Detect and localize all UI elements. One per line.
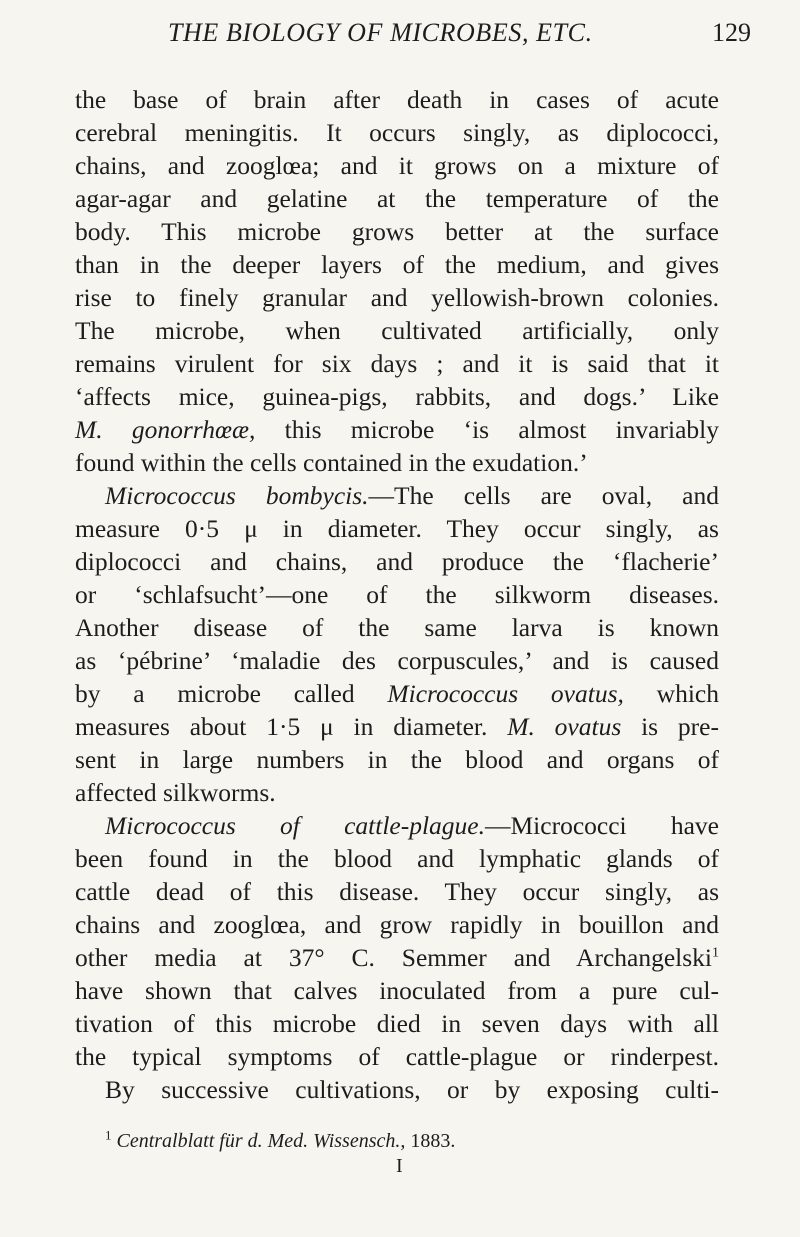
text-line [75,314,719,347]
line-text: the base of brain after death in cases of acute [75,85,719,114]
text-line [75,1007,719,1040]
line-text: found within the cells contained in the exudation.’ [75,448,588,477]
footnote-reference: 1 [712,945,719,961]
text-line [75,974,719,1007]
italic-term: M. ovatus [507,712,622,741]
text-line [75,875,719,908]
text-line [75,116,719,149]
line-text: —The cells are oval, and [368,481,719,510]
text-line [75,842,719,875]
line-text: been found in the blood and lymphatic glands of [75,844,719,873]
running-title: THE BIOLOGY OF MICROBES, ETC. [168,18,593,47]
italic-term: Micrococcus ovatus, [387,679,624,708]
text-line [75,182,719,215]
running-head [0,18,800,52]
text-line [75,644,719,677]
italic-term: Micrococcus of cattle-plague. [105,811,485,840]
italic-term: Micrococcus bombycis. [105,481,369,510]
body-text [75,83,719,1106]
text-line [75,413,719,446]
text-line [75,380,719,413]
signature-mark: I [396,1155,403,1177]
text-line [75,347,719,380]
text-line [75,743,719,776]
page-number: 129 [712,18,751,47]
line-text: The microbe, when cultivated artificially, only [75,316,719,345]
line-text: diplococci and chains, and produce the ‘flacherie’ [75,547,719,576]
footnote-year: 1883. [405,1130,456,1152]
text-line [75,83,719,116]
text-line [75,215,719,248]
line-text: chains, and zooglœa; and it grows on a mixture of [75,151,719,180]
text-line [75,776,719,809]
line-text: cerebral meningitis. It occurs singly, as diplococci, [75,118,719,147]
line-text: or ‘schlafsucht’—one of the silkworm diseases. [75,580,719,609]
line-text: ‘affects mice, guinea-pigs, rabbits, and dogs.’ Like [75,382,719,411]
line-text: body. This microbe grows better at the surface [75,217,719,246]
line-text: tivation of this microbe died in seven days with all [75,1009,719,1038]
line-text: affected silkworms. [75,778,276,807]
text-line [75,710,719,743]
line-text: is pre- [621,712,719,741]
line-text: Another disease of the same larva is known [75,613,719,642]
line-text: agar-agar and gelatine at the temperature of the [75,184,719,213]
text-line [75,578,719,611]
line-text: the typical symptoms of cattle-plague or rinderpest. [75,1042,719,1071]
text-line [75,149,719,182]
line-text: than in the deeper layers of the medium, and gives [75,250,719,279]
line-text: rise to finely granular and yellowish-brown colonies. [75,283,719,312]
line-text: have shown that calves inoculated from a pure cul- [75,976,719,1005]
text-line [75,545,719,578]
line-text: by a microbe called [75,679,388,708]
text-line [75,611,719,644]
line-text: this microbe ‘is almost invariably [255,415,719,444]
text-line [75,677,719,710]
line-text: cattle dead of this disease. They occur singly, as [75,877,719,906]
line-text: which [623,679,719,708]
text-line [75,281,719,314]
text-line [75,908,719,941]
text-line [75,1040,719,1073]
footnote [105,1129,705,1153]
text-line [75,446,719,479]
line-text: By successive cultivations, or by exposing culti- [105,1075,719,1104]
text-line [75,1073,719,1106]
footnote-citation: Centralblatt für d. Med. Wissensch., [116,1130,406,1152]
text-line [75,941,719,974]
text-line [75,248,719,281]
line-text: sent in large numbers in the blood and organs of [75,745,719,774]
line-text: chains and zooglœa, and grow rapidly in bouillon and [75,910,719,939]
line-text: other media at 37° C. Semmer and Archangelski [75,943,712,972]
line-text: measures about 1·5 μ in diameter. [75,712,508,741]
footnote-mark: 1 [105,1127,112,1143]
line-text: as ‘pébrine’ ‘maladie des corpuscules,’ and is caused [75,646,719,675]
line-text: remains virulent for six days ; and it is said that it [75,349,719,378]
text-line [75,479,719,512]
line-text: measure 0·5 μ in diameter. They occur singly, as [75,514,719,543]
line-text: —Micrococci have [485,811,719,840]
italic-term: M. gonorrhœæ, [75,415,256,444]
text-line [75,809,719,842]
text-line [75,512,719,545]
